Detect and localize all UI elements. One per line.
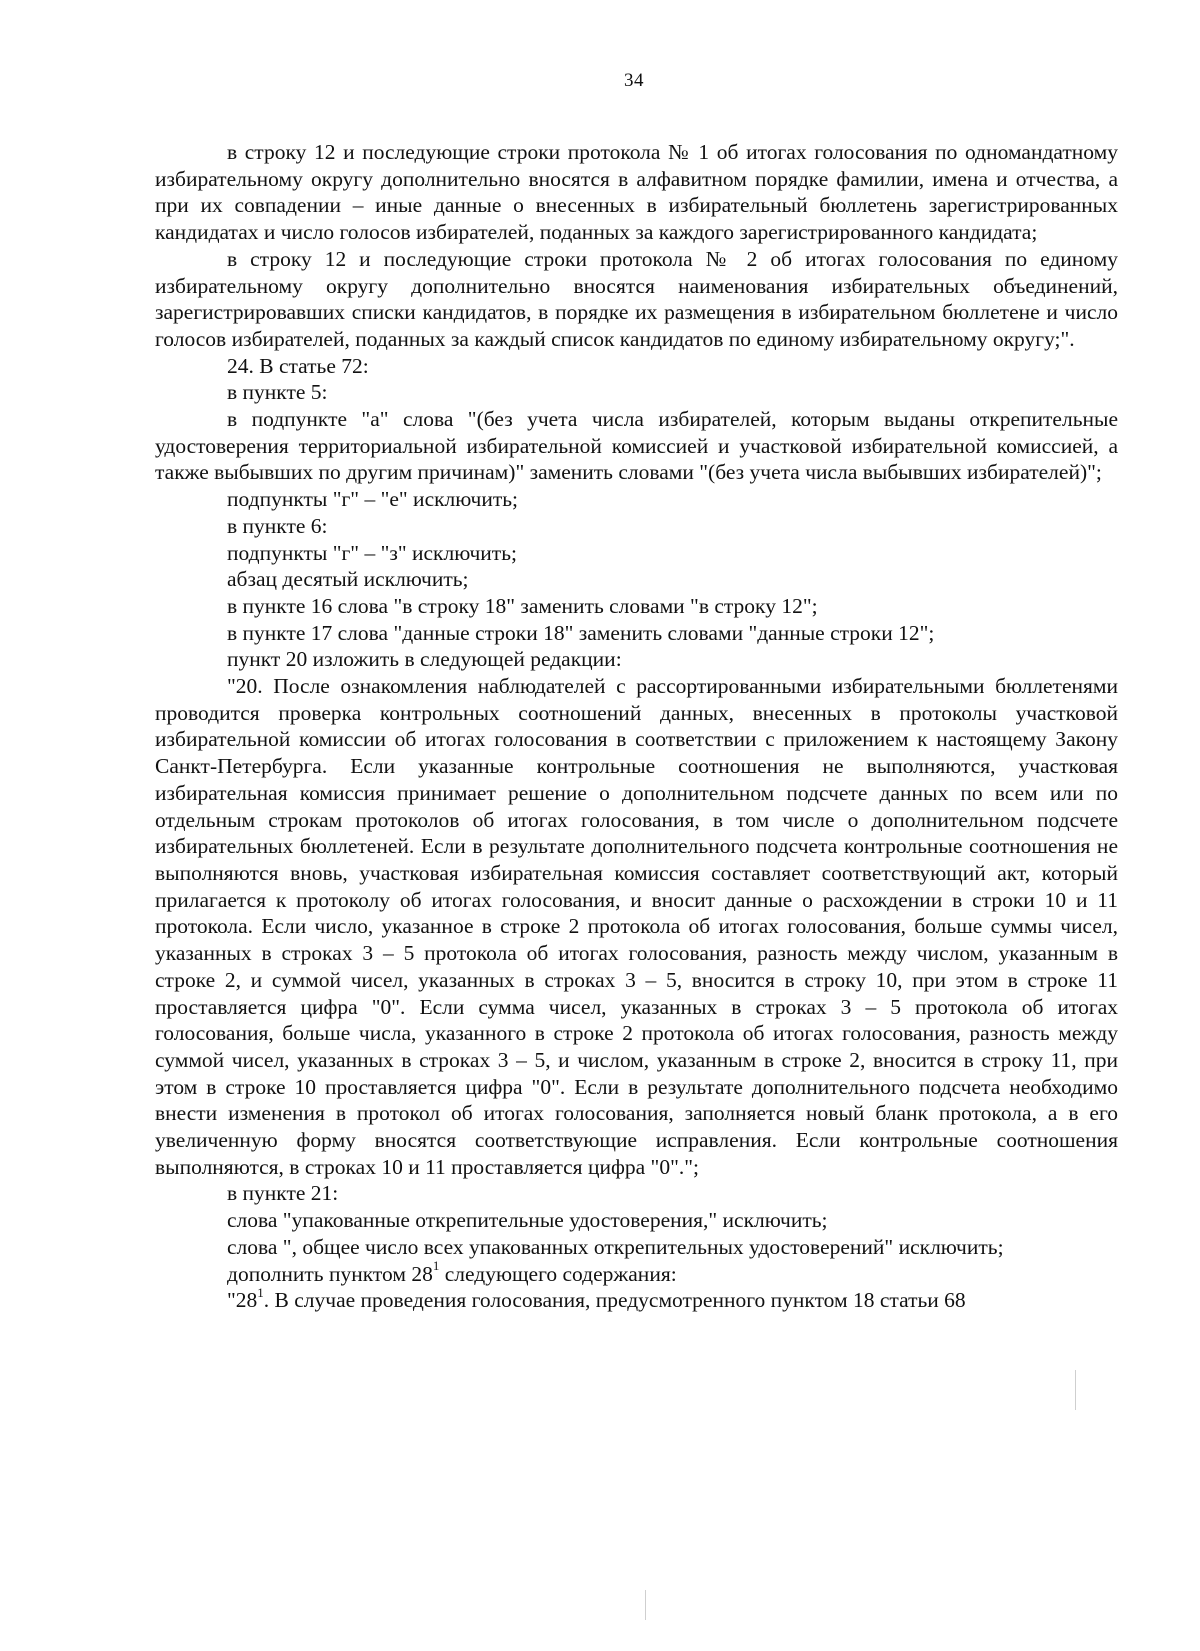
paragraph: в пункте 17 слова "данные строки 18" заменить словами "данные строки 12"; — [227, 620, 935, 645]
paragraph: в пункте 21: — [227, 1181, 339, 1206]
text-span: следующего содержания: — [439, 1261, 677, 1286]
paragraph: 24. В статье 72: — [227, 353, 369, 378]
paragraph: в пункте 5: — [227, 380, 328, 405]
paragraph: пункт 20 изложить в следующей редакции: — [227, 647, 622, 672]
paragraph: в пункте 16 слова "в строку 18" заменить словами "в строку 12"; — [227, 593, 818, 618]
scan-artifact — [645, 1590, 646, 1620]
text-span: "28 — [227, 1288, 258, 1313]
paragraph-with-superscript — [155, 1258, 1118, 1288]
paragraph: слова ", общее число всех упакованных открепительных удостоверений" исключить; — [227, 1234, 1004, 1259]
paragraph: в пункте 6: — [227, 513, 328, 538]
paragraph: в строку 12 и последующие строки протокола № 2 об итогах голосования по единому избирательному округу дополнительно вносятся наименования избирательных объединений, зарегистрировавших списки кандидатов, в порядке их размещения в избирательном бюллетене и число голосов избирателей, поданных за каждый список кандидатов по единому избирательному округу;". — [155, 246, 1118, 351]
text-span: дополнить пунктом 28 — [227, 1261, 433, 1286]
paragraph-with-superscript — [155, 1287, 1118, 1314]
paragraph: подпункты "г" – "з" исключить; — [227, 540, 517, 565]
page-number: 34 — [624, 70, 644, 91]
scan-artifact — [1075, 1370, 1076, 1410]
paragraph: слова "упакованные открепительные удостоверения," исключить; — [227, 1208, 828, 1233]
paragraph: "20. После ознакомления наблюдателей с рассортированными избирательными бюллетенями проводится проверка контрольных соотношений данных, внесенных в протоколы участковой избирательной комиссии об итогах голосования в соответствии с приложением к настоящему Закону Санкт-Петербурга. Если указанные контрольные соотношения не выполняются, участковая избирательная комиссия принимает решение о дополнительном подсчете данных по всем или по отдельным строкам протоколов об итогах голосования, в том числе о дополнительном подсчете избирательных бюллетеней. Если в результате дополнительного подсчета контрольные соотношения не выполняются вновь, участковая избирательная комиссия составляет соответствующий акт, который прилагается к протоколу об итогах голосования, и вносит данные о расхождении в строки 10 и 11 протокола. Если число, указанное в строке 2 протокола об итогах голосования, больше суммы чисел, указанных в строках 3 – 5 протокола об итогах голосования, разность между числом, указанным в строке 2, и суммой чисел, указанных в строках 3 – 5, вносится в строку 10, при этом в строке 11 проставляется цифра "0". Если сумма чисел, указанных в строках 3 – 5 протокола об итогах голосования, больше числа, указанного в строке 2 протокола об итогах голосования, разность между суммой чисел, указанных в строках 3 – 5, и числом, указанным в строке 2, вносится в строку 11, при этом в строке 10 проставляется цифра "0". Если в результате дополнительного подсчета необходимо внести изменения в протокол об итогах голосования, заполняется новый бланк протокола, а в его увеличенную форму вносятся соответствующие исправления. Если контрольные соотношения выполняются, в строках 10 и 11 проставляется цифра "0"."; — [155, 674, 1118, 1179]
paragraph: подпункты "г" – "е" исключить; — [227, 487, 519, 512]
paragraph: в строку 12 и последующие строки протокола № 1 об итогах голосования по одномандатному избирательному округу дополнительно вносятся в алфавитном порядке фамилии, имена и отчества, а при их совпадении – иные данные о внесенных в избирательный бюллетень зарегистрированных кандидатах и число голосов избирателей, поданных за каждого зарегистрированного кандидата; — [155, 140, 1118, 245]
superscript: 1 — [257, 1285, 264, 1301]
text-span: . В случае проведения голосования, предусмотренного пунктом 18 статьи 68 — [263, 1288, 966, 1313]
superscript: 1 — [432, 1258, 440, 1274]
paragraph: в подпункте "а" слова "(без учета числа избирателей, которым выданы открепительные удостоверения территориальной избирательной комиссией и участковой избирательной комиссией, а также выбывших по другим причинам)" заменить словами "(без учета числа выбывших избирателей)"; — [155, 407, 1118, 485]
paragraph: абзац десятый исключить; — [227, 567, 469, 592]
document-body — [155, 139, 1118, 1314]
